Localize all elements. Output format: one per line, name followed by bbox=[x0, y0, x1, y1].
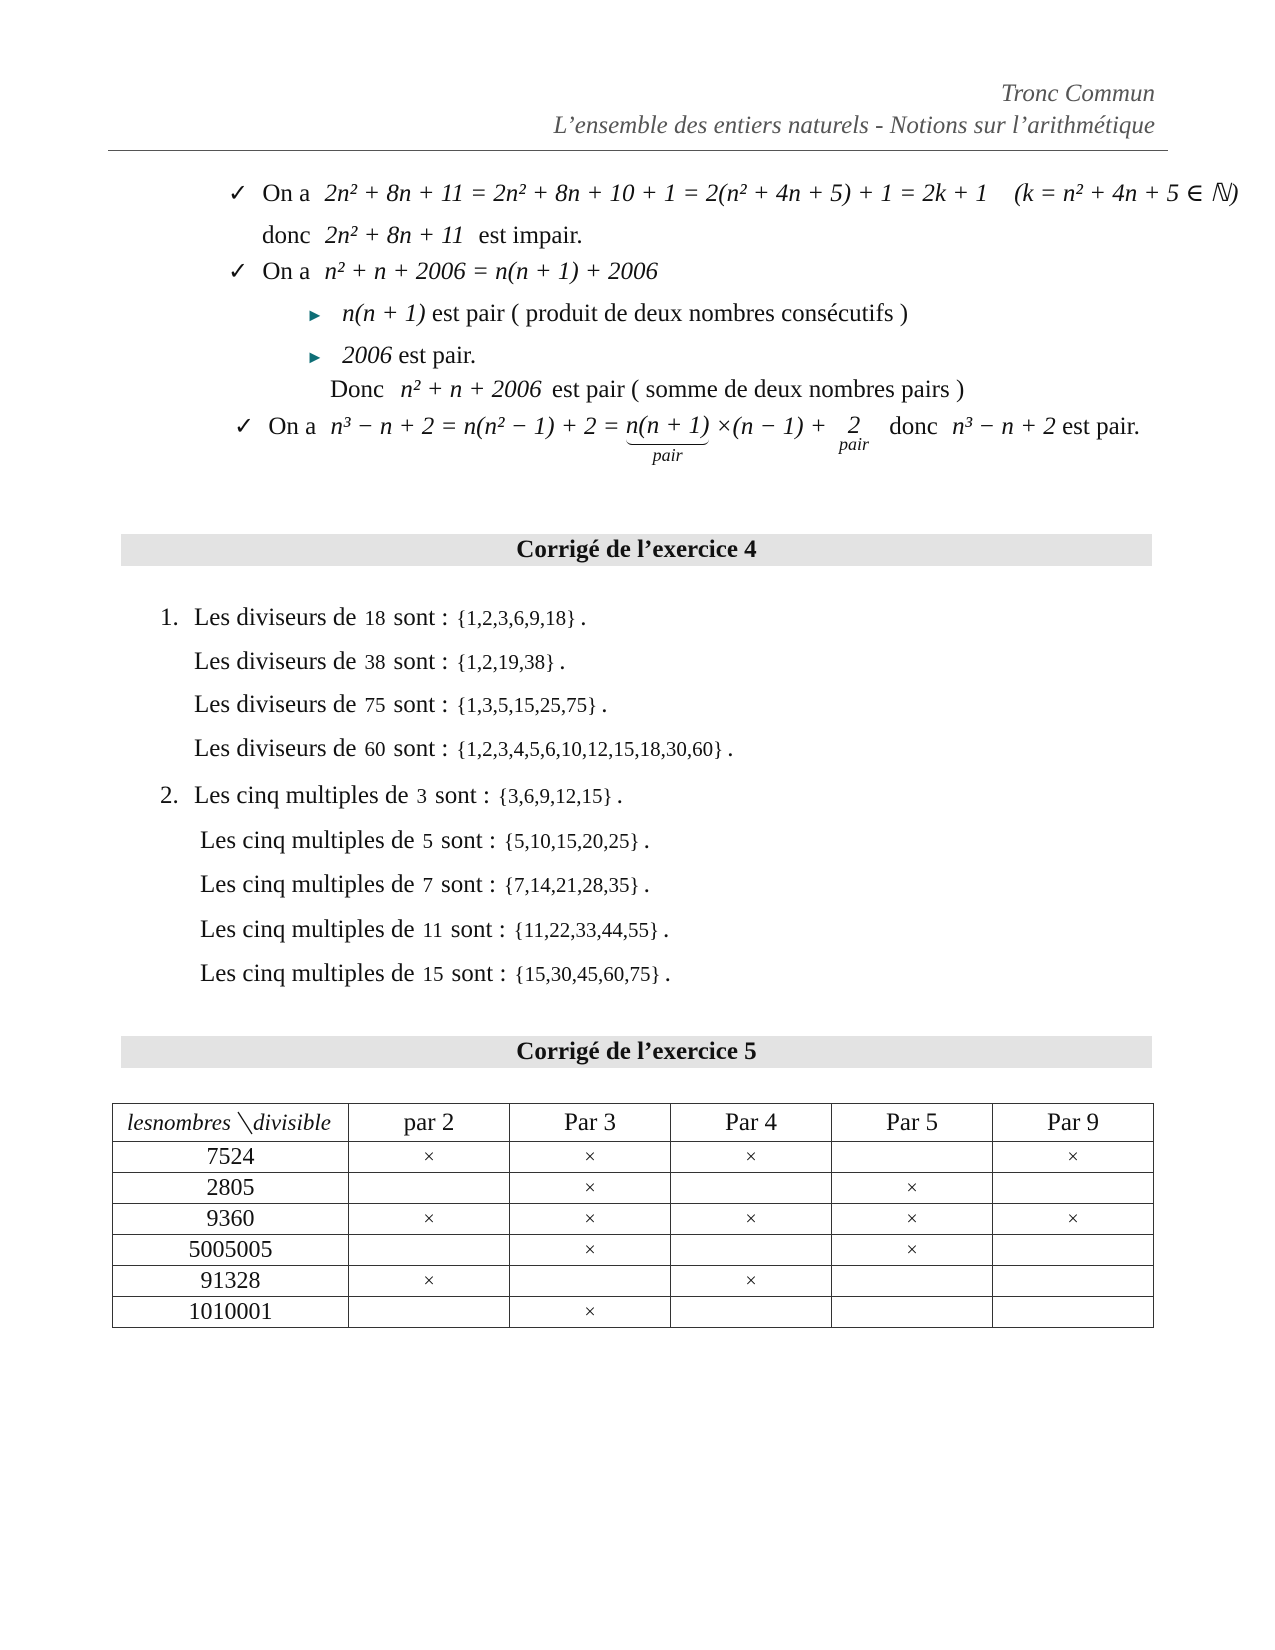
empty-cell bbox=[993, 1235, 1154, 1266]
line-set: {5,10,15,20,25} bbox=[503, 828, 640, 853]
line-number: 60 bbox=[364, 736, 386, 761]
ex5-title: Corrigé de l’exercice 5 bbox=[121, 1036, 1152, 1068]
line-number: 7 bbox=[422, 873, 434, 897]
table-row bbox=[113, 1235, 1154, 1266]
item-a-expr2: 2n² + 8n + 11 bbox=[324, 222, 465, 249]
table-row bbox=[113, 1173, 1154, 1204]
empty-cell bbox=[832, 1142, 993, 1173]
line-prefix: Les diviseurs de bbox=[194, 604, 357, 631]
check-mark-cell: × bbox=[349, 1142, 510, 1173]
line-end: . bbox=[727, 734, 734, 762]
empty-cell bbox=[832, 1266, 993, 1297]
check-mark-cell: × bbox=[510, 1173, 671, 1204]
item-b-sub2 bbox=[306, 342, 476, 370]
line-mid: sont : bbox=[393, 691, 449, 718]
number-cell: 2805 bbox=[113, 1173, 349, 1204]
checkmark-icon: ✓ bbox=[228, 259, 249, 285]
line-prefix: Les diviseurs de bbox=[194, 647, 357, 675]
empty-cell bbox=[993, 1297, 1154, 1328]
multiples-line bbox=[200, 827, 650, 855]
line-set: {7,14,21,28,35} bbox=[503, 873, 640, 897]
header-cell: Par 9 bbox=[993, 1104, 1154, 1142]
item-b-sub1-text: est pair ( produit de deux nombres consécutifs ) bbox=[431, 300, 909, 327]
item-b-donc: Donc bbox=[330, 376, 385, 403]
empty-cell bbox=[671, 1235, 832, 1266]
line-set: {3,6,9,12,15} bbox=[497, 784, 613, 808]
line-set: {1,3,5,15,25,75} bbox=[456, 693, 598, 717]
table-row bbox=[113, 1204, 1154, 1235]
item-b-sub2-text: est pair. bbox=[398, 342, 477, 369]
item-c-donc: donc bbox=[889, 413, 938, 440]
multiples-line bbox=[194, 782, 623, 810]
item-c-label: On a bbox=[268, 413, 317, 440]
number-cell: 1010001 bbox=[113, 1297, 349, 1328]
item-a-expr: 2n² + 8n + 11 = 2n² + 8n + 10 + 1 = 2(n² + 4n + 5) + 1 = 2k + 1 bbox=[324, 180, 988, 207]
table-row bbox=[113, 1142, 1154, 1173]
check-mark-cell: × bbox=[510, 1204, 671, 1235]
corner-left-label: lesnombres bbox=[127, 1110, 231, 1135]
item-c-expr-a: n³ − n + 2 = n(n² − 1) + 2 = bbox=[330, 413, 620, 440]
check-mark-cell: × bbox=[993, 1204, 1154, 1235]
table-row bbox=[113, 1266, 1154, 1297]
line-prefix: Les cinq multiples de bbox=[194, 782, 409, 809]
line-end: . bbox=[664, 960, 671, 987]
line-number: 75 bbox=[364, 693, 386, 717]
item-b-label: On a bbox=[262, 258, 311, 285]
line-number: 5 bbox=[422, 828, 434, 853]
divisors-line bbox=[194, 735, 734, 763]
checkmark-icon: ✓ bbox=[228, 181, 249, 207]
line-number: 38 bbox=[364, 649, 386, 674]
check-mark-cell: × bbox=[993, 1142, 1154, 1173]
number-cell: 91328 bbox=[113, 1266, 349, 1297]
number-cell: 9360 bbox=[113, 1204, 349, 1235]
header-cell: Par 3 bbox=[510, 1104, 671, 1142]
empty-cell bbox=[349, 1235, 510, 1266]
ex4-number-1: 1. bbox=[160, 604, 179, 631]
item-c-concl: est pair. bbox=[1062, 413, 1140, 440]
item-b-sub1 bbox=[306, 300, 908, 328]
item-b-expr: n² + n + 2006 = n(n + 1) + 2006 bbox=[324, 258, 659, 285]
line-prefix: Les cinq multiples de bbox=[200, 871, 415, 898]
line-mid: sont : bbox=[441, 826, 496, 854]
check-mark-cell: × bbox=[510, 1235, 671, 1266]
header-chapter: L’ensemble des entiers naturels - Notions sur l’arithmétique bbox=[553, 112, 1155, 139]
line-number: 18 bbox=[364, 606, 386, 630]
empty-cell bbox=[671, 1297, 832, 1328]
table-body bbox=[113, 1142, 1154, 1328]
check-mark-cell: × bbox=[671, 1266, 832, 1297]
check-mark-cell: × bbox=[671, 1142, 832, 1173]
check-mark-cell: × bbox=[832, 1235, 993, 1266]
check-mark-cell: × bbox=[671, 1204, 832, 1235]
check-mark-cell: × bbox=[832, 1204, 993, 1235]
ex4-number-2: 2. bbox=[160, 782, 179, 809]
empty-cell bbox=[349, 1173, 510, 1204]
line-mid: sont : bbox=[393, 604, 449, 631]
multiples-line bbox=[200, 960, 671, 988]
line-set: {1,2,19,38} bbox=[456, 649, 556, 674]
item-c-expr-b: n(n + 1) bbox=[625, 412, 710, 439]
item-c-expr-d: 2 bbox=[847, 412, 861, 439]
item-a bbox=[228, 178, 1238, 208]
checkmark-icon: ✓ bbox=[234, 414, 255, 440]
divisibility-table bbox=[112, 1103, 1154, 1328]
ex4-title: Corrigé de l’exercice 4 bbox=[121, 534, 1152, 566]
header-subject: Tronc Commun bbox=[1001, 80, 1155, 107]
multiples-line bbox=[200, 871, 650, 899]
check-mark-cell: × bbox=[510, 1142, 671, 1173]
line-set: {1,2,3,4,5,6,10,12,15,18,30,60} bbox=[456, 736, 724, 761]
item-b bbox=[228, 257, 658, 286]
multiples-line bbox=[200, 916, 669, 944]
corner-cell bbox=[113, 1104, 349, 1142]
line-mid: sont : bbox=[393, 647, 449, 675]
check-mark-cell: × bbox=[349, 1266, 510, 1297]
empty-cell bbox=[510, 1266, 671, 1297]
line-end: . bbox=[580, 604, 587, 631]
item-b-sub1-expr: n(n + 1) bbox=[342, 300, 426, 327]
underbrace-group bbox=[626, 412, 710, 466]
line-prefix: Les diviseurs de bbox=[194, 691, 357, 718]
check-mark-cell: × bbox=[510, 1297, 671, 1328]
header-cell: Par 5 bbox=[832, 1104, 993, 1142]
line-mid: sont : bbox=[450, 915, 506, 943]
line-set: {1,2,3,6,9,18} bbox=[456, 606, 577, 630]
table-row bbox=[113, 1297, 1154, 1328]
line-number: 3 bbox=[416, 784, 428, 808]
line-end: . bbox=[559, 647, 566, 675]
arrow-icon: ► bbox=[306, 305, 324, 325]
pair-label: pair bbox=[838, 434, 869, 454]
line-mid: sont : bbox=[451, 960, 507, 987]
table-header-row bbox=[113, 1104, 1154, 1142]
arrow-icon: ► bbox=[306, 347, 324, 367]
check-mark-cell: × bbox=[349, 1204, 510, 1235]
line-prefix: Les diviseurs de bbox=[194, 734, 357, 762]
item-b-expr2: n² + n + 2006 bbox=[400, 376, 542, 403]
item-b-concl: est pair ( somme de deux nombres pairs ) bbox=[551, 376, 965, 403]
item-a-donc: donc bbox=[262, 222, 311, 249]
line-prefix: Les cinq multiples de bbox=[200, 826, 415, 854]
corner-right-label: divisible bbox=[253, 1110, 331, 1135]
empty-cell bbox=[993, 1173, 1154, 1204]
item-a-conclusion bbox=[262, 222, 583, 250]
divisors-line bbox=[194, 691, 608, 719]
check-mark-cell: × bbox=[832, 1173, 993, 1204]
line-prefix: Les cinq multiples de bbox=[200, 960, 415, 987]
line-mid: sont : bbox=[435, 782, 490, 809]
number-cell: 7524 bbox=[113, 1142, 349, 1173]
line-end: . bbox=[616, 782, 623, 809]
line-end: . bbox=[663, 915, 670, 943]
empty-cell bbox=[671, 1173, 832, 1204]
line-number: 11 bbox=[422, 917, 443, 942]
underbrace bbox=[626, 438, 710, 445]
pair-label: pair bbox=[652, 445, 683, 465]
line-prefix: Les cinq multiples de bbox=[200, 915, 415, 943]
item-a-concl: est impair. bbox=[478, 222, 583, 249]
empty-cell bbox=[349, 1297, 510, 1328]
pair-two-group bbox=[839, 412, 869, 455]
line-mid: sont : bbox=[393, 734, 449, 762]
empty-cell bbox=[832, 1297, 993, 1328]
item-c-expr-c: ×(n − 1) + bbox=[715, 413, 827, 440]
line-end: . bbox=[643, 826, 650, 854]
item-b-sub2-expr: 2006 bbox=[342, 342, 393, 369]
divisors-line bbox=[194, 604, 587, 632]
line-set: {15,30,45,60,75} bbox=[514, 962, 661, 986]
line-set: {11,22,33,44,55} bbox=[513, 917, 660, 942]
item-a-k: (k = n² + 4n + 5 ∈ ℕ) bbox=[1014, 180, 1239, 207]
header-cell: Par 4 bbox=[671, 1104, 832, 1142]
line-mid: sont : bbox=[441, 871, 496, 898]
item-c-expr2: n³ − n + 2 bbox=[952, 413, 1056, 440]
line-end: . bbox=[601, 691, 608, 718]
item-a-label: On a bbox=[262, 180, 311, 207]
divisors-line bbox=[194, 648, 566, 676]
line-number: 15 bbox=[422, 962, 444, 986]
number-cell: 5005005 bbox=[113, 1235, 349, 1266]
empty-cell bbox=[993, 1266, 1154, 1297]
header-rule bbox=[108, 150, 1168, 151]
item-c bbox=[234, 412, 1140, 466]
item-b-conclusion bbox=[330, 376, 964, 404]
line-end: . bbox=[643, 871, 650, 898]
header-cell: par 2 bbox=[349, 1104, 510, 1142]
